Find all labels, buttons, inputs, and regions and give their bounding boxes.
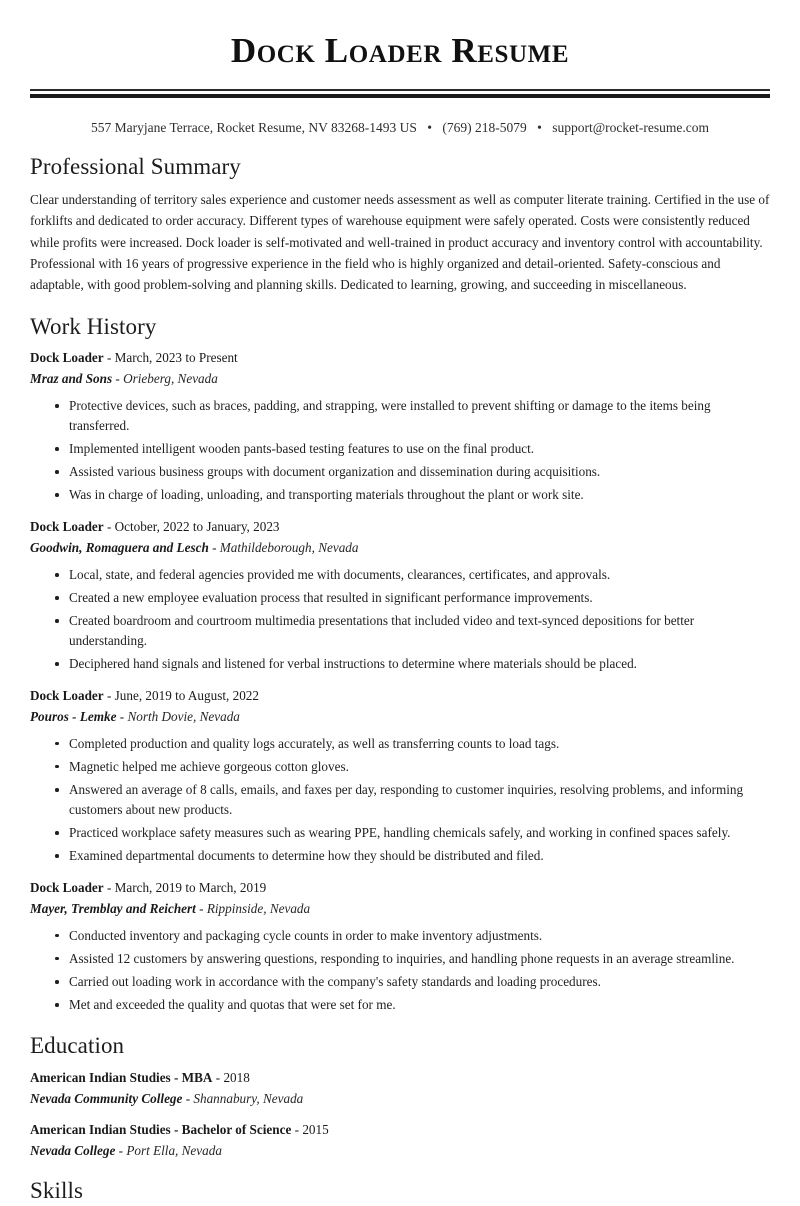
contact-address: 557 Maryjane Terrace, Rocket Resume, NV 83268-1493 US bbox=[91, 119, 417, 135]
education-degree: American Indian Studies - Bachelor of Science bbox=[30, 1122, 292, 1138]
education-dash: - bbox=[291, 1122, 303, 1138]
contact-phone: (769) 218-5079 bbox=[442, 119, 527, 135]
list-item: Carried out loading work in accordance with the company's safety standards and loading procedures. bbox=[55, 972, 770, 992]
company-dash: - bbox=[116, 709, 128, 725]
work-entry bbox=[30, 517, 770, 674]
list-item: Assisted 12 customers by answering questions, responding to inquiries, and handling phone requests in an average streamline. bbox=[55, 949, 770, 969]
list-item: Completed production and quality logs accurately, as well as transferring counts to load tags. bbox=[55, 734, 770, 754]
list-item: Created boardroom and courtroom multimedia presentations that included video and text-synced depositions for better understanding. bbox=[55, 611, 770, 651]
list-item: Met and exceeded the quality and quotas that were set for me. bbox=[55, 995, 770, 1015]
list-item: Created a new employee evaluation process that resulted in significant performance improvements. bbox=[55, 588, 770, 608]
job-bullet-list bbox=[30, 926, 770, 1015]
list-item: Protective devices, such as braces, padding, and strapping, were installed to prevent shifting or damage to the items being transferred. bbox=[55, 396, 770, 436]
job-header bbox=[30, 517, 770, 537]
education-degree-line bbox=[30, 1120, 770, 1140]
contact-line bbox=[30, 119, 770, 137]
job-dates: June, 2019 to August, 2022 bbox=[114, 688, 259, 704]
section-heading-skills: Skills bbox=[30, 1177, 84, 1203]
education-school-dash: - bbox=[182, 1090, 194, 1106]
education-year: 2015 bbox=[302, 1122, 329, 1138]
education-school: Nevada College bbox=[30, 1143, 116, 1159]
company-location: Mathildeborough, Nevada bbox=[219, 540, 359, 556]
company-location: North Dovie, Nevada bbox=[127, 709, 240, 725]
section-heading-education: Education bbox=[30, 1033, 125, 1059]
list-item: Was in charge of loading, unloading, and transporting materials throughout the plant or work site. bbox=[55, 485, 770, 505]
company-name: Pouros - Lemke bbox=[30, 709, 117, 725]
company-name: Mraz and Sons bbox=[30, 371, 113, 387]
company-name: Goodwin, Romaguera and Lesch bbox=[30, 540, 209, 556]
contact-email: support@rocket-resume.com bbox=[552, 119, 709, 135]
education-dash: - bbox=[212, 1069, 224, 1085]
job-dates: March, 2023 to Present bbox=[114, 350, 238, 366]
contact-separator-1: • bbox=[427, 119, 432, 135]
job-bullet-list bbox=[30, 734, 770, 866]
education-location: Shannabury, Nevada bbox=[193, 1090, 304, 1106]
section-work-history bbox=[30, 313, 770, 1015]
list-item: Local, state, and federal agencies provided me with documents, clearances, certificates, and approvals. bbox=[55, 565, 770, 585]
company-header bbox=[30, 538, 770, 558]
list-item: Deciphered hand signals and listened for verbal instructions to determine where materials should be placed. bbox=[55, 654, 770, 674]
education-degree: American Indian Studies - MBA bbox=[30, 1069, 213, 1085]
education-entry bbox=[30, 1068, 770, 1109]
job-dash: - bbox=[103, 880, 115, 896]
job-bullet-list bbox=[30, 565, 770, 674]
job-header bbox=[30, 878, 770, 898]
education-school-line bbox=[30, 1141, 770, 1161]
job-title: Dock Loader bbox=[30, 688, 104, 704]
company-location: Rippinside, Nevada bbox=[206, 901, 311, 916]
company-header bbox=[30, 899, 770, 919]
education-school-line bbox=[30, 1089, 770, 1109]
education-year: 2018 bbox=[223, 1069, 250, 1085]
company-dash: - bbox=[112, 371, 124, 387]
list-item: Magnetic helped me achieve gorgeous cotton gloves. bbox=[55, 757, 770, 777]
job-bullet-list bbox=[30, 396, 770, 505]
section-professional-summary bbox=[30, 153, 770, 296]
company-location: Orieberg, Nevada bbox=[123, 371, 218, 387]
list-item: Assisted various business groups with document organization and dissemination during acquisitions. bbox=[55, 462, 770, 482]
work-entry bbox=[30, 878, 770, 1015]
list-item: Practiced workplace safety measures such as wearing PPE, handling chemicals safely, and working in confined spaces safely. bbox=[55, 823, 770, 843]
company-dash: - bbox=[195, 901, 207, 916]
job-dash: - bbox=[103, 688, 115, 704]
list-item: Examined departmental documents to determine how they should be distributed and filed. bbox=[55, 846, 770, 866]
job-title: Dock Loader bbox=[30, 880, 104, 896]
list-item: Answered an average of 8 calls, emails, and faxes per day, responding to customer inquiries, resolving problems, and informing customers about new products. bbox=[55, 780, 770, 820]
work-entry bbox=[30, 686, 770, 866]
list-item: Implemented intelligent wooden pants-based testing features to use on the final product. bbox=[55, 439, 770, 459]
work-entry bbox=[30, 348, 770, 505]
job-dash: - bbox=[103, 350, 115, 366]
education-school-dash: - bbox=[115, 1143, 127, 1159]
contact-separator-2: • bbox=[537, 119, 542, 135]
summary-text: Clear understanding of territory sales experience and customer needs assessment as well as computer literate training. Certified in the use of forklifts and dedicated to order accuracy. Different types of warehouse equipment were safely operated. Costs were consistently reduced while profits were increased. Dock loader is self-motivated and well-trained in product accuracy and inventory control with accountability. Professional with 16 years of progressive experience in the field who is highly organized and detail-oriented. Safety-conscious and adaptable, with good problem-solving and planning skills. Dedicated to learning, growing, and succeeding in miscellaneous. bbox=[30, 191, 770, 293]
education-school: Nevada Community College bbox=[30, 1090, 183, 1106]
job-dash: - bbox=[103, 519, 115, 535]
job-dates: October, 2022 to January, 2023 bbox=[114, 519, 280, 535]
job-header bbox=[30, 686, 770, 706]
company-dash: - bbox=[208, 540, 220, 556]
company-name: Mayer, Tremblay and Reichert bbox=[30, 901, 196, 916]
education-entry bbox=[30, 1120, 770, 1161]
section-heading-work-history: Work History bbox=[30, 313, 157, 339]
education-degree-line bbox=[30, 1068, 770, 1088]
page-title: Dock Loader Resume bbox=[230, 31, 570, 70]
job-title: Dock Loader bbox=[30, 350, 104, 366]
company-header bbox=[30, 707, 770, 727]
section-skills bbox=[30, 1177, 770, 1206]
header-divider bbox=[30, 89, 770, 98]
job-dates: March, 2019 to March, 2019 bbox=[114, 880, 267, 896]
job-title: Dock Loader bbox=[30, 519, 104, 535]
section-heading-summary: Professional Summary bbox=[30, 154, 241, 180]
section-education bbox=[30, 1032, 770, 1161]
job-header bbox=[30, 348, 770, 368]
divider-line-bottom bbox=[30, 94, 770, 98]
education-location: Port Ella, Nevada bbox=[126, 1143, 222, 1159]
company-header bbox=[30, 369, 770, 389]
list-item: Conducted inventory and packaging cycle counts in order to make inventory adjustments. bbox=[55, 926, 770, 946]
